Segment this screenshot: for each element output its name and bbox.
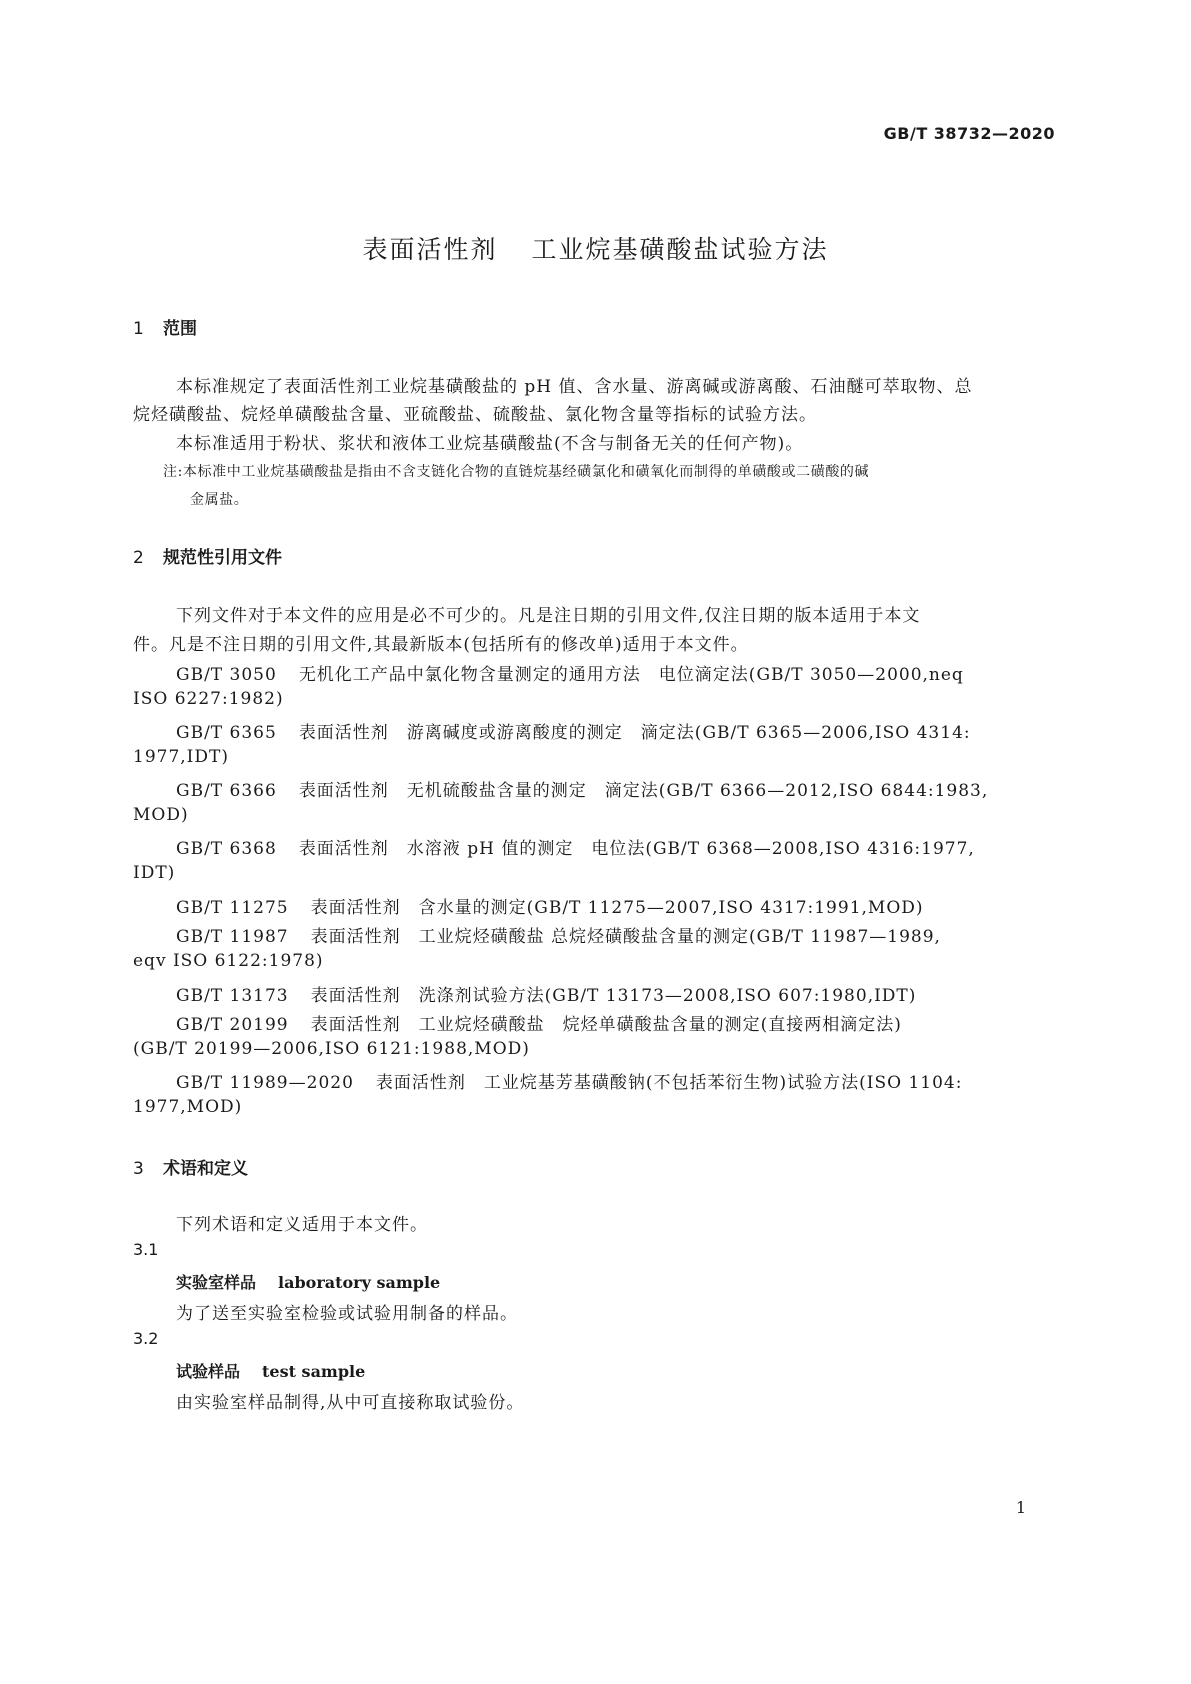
reference-title: 表面活性剂 含水量的测定(GB/T 11275—2007,ISO 4317:1991,MOD): [310, 898, 924, 918]
reference-title: 表面活性剂 水溶液 pH 值的测定 电位法(GB/T 6368—2008,ISO 4316:1977,: [298, 839, 975, 859]
reference-continuation: ISO 6227:1982): [133, 689, 284, 709]
references-intro-line-1: 下列文件对于本文件的应用是必不可少的。凡是注日期的引用文件,仅注日期的版本适用于本文: [176, 606, 921, 626]
reference-entry: [176, 981, 916, 1006]
section-number: 2: [133, 548, 144, 568]
term-zh: 试验样品: [176, 1362, 241, 1381]
section-number: 3: [133, 1159, 144, 1179]
scope-paragraph-line-1: 本标准规定了表面活性剂工业烷基磺酸盐的 pH 值、含水量、游离碱或游离酸、石油醚可萃取物、总: [176, 377, 973, 397]
section-number: 1: [133, 319, 144, 339]
reference-entry: [176, 776, 988, 801]
reference-continuation: 1977,MOD): [133, 1097, 243, 1117]
reference-code: GB/T 11275: [176, 898, 289, 918]
term-number: 3.1: [133, 1240, 159, 1259]
reference-code: GB/T 11989—2020: [176, 1073, 354, 1093]
reference-entry: [176, 1010, 902, 1035]
reference-entry: [176, 1068, 962, 1093]
note-label: 注:: [163, 464, 183, 480]
reference-title: 无机化工产品中氯化物含量测定的通用方法 电位滴定法(GB/T 3050—2000,neq: [298, 665, 964, 685]
note-text: 本标准中工业烷基磺酸盐是指由不含支链化合物的直链烷基经磺氯化和磺氧化而制得的单磺酸或二磺酸的碱: [182, 464, 870, 480]
reference-title: 表面活性剂 工业烷烃磺酸盐 总烷烃磺酸盐含量的测定(GB/T 11987—1989,: [310, 927, 941, 947]
reference-entry: [176, 660, 964, 685]
reference-entry: [176, 893, 924, 918]
reference-continuation: 1977,IDT): [133, 747, 229, 767]
reference-title: 表面活性剂 工业烷基芳基磺酸钠(不包括苯衍生物)试验方法(ISO 1104:: [375, 1073, 963, 1093]
reference-code: GB/T 13173: [176, 986, 289, 1006]
title-part-2: 工业烷基磺酸盐试验方法: [531, 235, 829, 264]
reference-entry: [176, 718, 971, 743]
section-title: 规范性引用文件: [163, 548, 282, 568]
scope-note-line-1: [163, 461, 869, 481]
term-en: laboratory sample: [278, 1273, 441, 1292]
reference-title: 表面活性剂 游离碱度或游离酸度的测定 滴定法(GB/T 6365—2006,ISO 4314:: [298, 723, 971, 743]
standard-code: GB/T 38732—2020: [883, 124, 1055, 143]
term-definition: 为了送至实验室检验或试验用制备的样品。: [176, 1304, 518, 1324]
scope-applicability: 本标准适用于粉状、浆状和液体工业烷基磺酸盐(不含与制备无关的任何产物)。: [176, 434, 804, 454]
reference-title: 表面活性剂 工业烷烃磺酸盐 烷烃单磺酸盐含量的测定(直接两相滴定法): [310, 1015, 902, 1035]
references-intro-line-2: 件。凡是不注日期的引用文件,其最新版本(包括所有的修改单)适用于本文件。: [133, 635, 749, 655]
term-en: test sample: [262, 1362, 366, 1381]
page-number: 1: [1015, 1498, 1026, 1517]
section-title: 术语和定义: [163, 1159, 248, 1179]
reference-continuation: eqv ISO 6122:1978): [133, 951, 324, 971]
scope-paragraph-line-2: 烷烃磺酸盐、烷烃单磺酸盐含量、亚硫酸盐、硫酸盐、氯化物含量等指标的试验方法。: [133, 405, 817, 425]
reference-entry: [176, 922, 941, 947]
scope-note-line-2: 金属盐。: [190, 492, 249, 508]
reference-code: GB/T 6366: [176, 781, 277, 801]
document-title: [0, 230, 1191, 266]
term-definition: 由实验室样品制得,从中可直接称取试验份。: [176, 1393, 525, 1413]
reference-continuation: MOD): [133, 805, 189, 825]
reference-title: 表面活性剂 无机硫酸盐含量的测定 滴定法(GB/T 6366—2012,ISO 6844:1983,: [298, 781, 989, 801]
reference-code: GB/T 6368: [176, 839, 277, 859]
reference-entry: [176, 834, 975, 859]
reference-code: GB/T 3050: [176, 665, 277, 685]
reference-title: 表面活性剂 洗涤剂试验方法(GB/T 13173—2008,ISO 607:1980,IDT): [310, 986, 917, 1006]
reference-code: GB/T 11987: [176, 927, 289, 947]
term-heading: [176, 1270, 440, 1293]
section-1-heading: [133, 314, 197, 339]
title-part-1: 表面活性剂: [362, 235, 498, 264]
section-title: 范围: [163, 319, 197, 339]
reference-continuation: IDT): [133, 863, 176, 883]
section-3-heading: [133, 1154, 248, 1179]
term-heading: [176, 1359, 365, 1382]
reference-code: GB/T 20199: [176, 1015, 289, 1035]
reference-code: GB/T 6365: [176, 723, 277, 743]
section-2-heading: [133, 543, 282, 568]
term-zh: 实验室样品: [176, 1273, 257, 1292]
term-number: 3.2: [133, 1329, 159, 1348]
terms-intro: 下列术语和定义适用于本文件。: [176, 1215, 428, 1235]
reference-continuation: (GB/T 20199—2006,ISO 6121:1988,MOD): [133, 1039, 530, 1059]
